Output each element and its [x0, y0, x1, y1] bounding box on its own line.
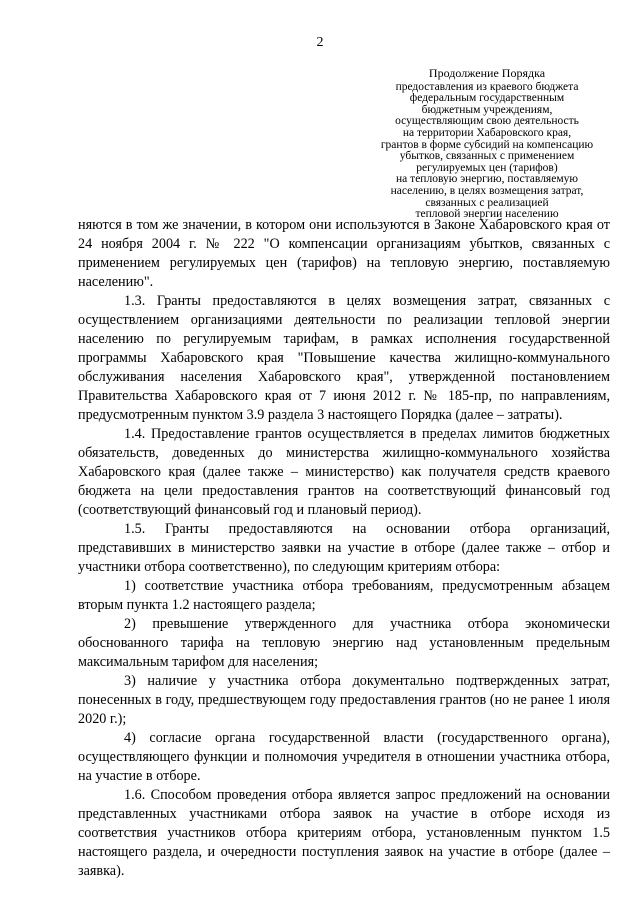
document-body: [78, 216, 610, 881]
paragraph-continuation: няются в том же значении, в котором они используются в Законе Хабаровского края от 24 ноября 2004 г. № 222 "О компенсации организациям убытков, связанных с применением регулируемых цен (тарифов) на тепловую энергию, поставляемую населению".: [78, 217, 610, 290]
header-line: грантов в форме субсидий на компенсацию: [380, 138, 594, 151]
header-line: федеральным государственным: [409, 92, 565, 105]
header-line: тепловой энергии населению: [415, 208, 559, 221]
header-line: на территории Хабаровского края,: [402, 126, 572, 139]
header-line: бюджетным учреждениям,: [421, 103, 553, 116]
header-line: предоставления из краевого бюджета: [395, 80, 579, 93]
criterion-1: 1) соответствие участника отбора требованиям, предусмотренным абзацем вторым пункта 1.2 настоящего раздела;: [78, 578, 610, 613]
header-line: осуществляющим свою деятельность: [395, 115, 579, 128]
criterion-2: 2) превышение утвержденного для участника отбора экономически обоснованного тарифа на тепловую энергию над установленным предельным максимальным тарифом для населения;: [78, 616, 610, 670]
criterion-3: 3) наличие у участника отбора документально подтвержденных затрат, понесенных в году, предшествующем году предоставления грантов (но не ранее 1 июля 2020 г.);: [78, 673, 610, 727]
page-number: 2: [316, 35, 324, 50]
document-header: [364, 68, 610, 221]
header-line: населению, в целях возмещения затрат,: [390, 184, 584, 197]
header-line: Продолжение Порядка: [428, 66, 546, 80]
paragraph-1-5: 1.5. Гранты предоставляются на основании отбора организаций, представивших в министерство заявки на участие в отборе (далее также – отбор и участники отбора соответственно), по следующим критериям отбора:: [78, 521, 610, 575]
criterion-4: 4) согласие органа государственной власти (государственного органа), осуществляющего функции и полномочия учредителя в отношении участника отбора, на участие в отборе.: [78, 730, 610, 784]
paragraph-1-4: 1.4. Предоставление грантов осуществляется в пределах лимитов бюджетных обязательств, доведенных до министерства жилищно-коммунального хозяйства Хабаровского края (далее также – министерство) как получателя средств краевого бюджета на цели предоставления грантов на соответствующий финансовый год (соответствующий финансовый год и плановый период).: [78, 426, 610, 518]
header-line: убытков, связанных с применением: [399, 150, 575, 163]
header-line: на тепловую энергию, поставляемую: [396, 173, 578, 186]
header-line: связанных с реализацией: [425, 196, 549, 209]
paragraph-1-6: 1.6. Способом проведения отбора является запрос предложений на основании представленных участниками отбора заявок на участие в отборе исходя из соответствия участников отбора критериям отбора, установленным пунктом 1.5 настоящего раздела, и очередности поступления заявок на участие в отборе (далее – заявка).: [78, 787, 610, 879]
header-line: регулируемых цен (тарифов): [416, 161, 558, 174]
paragraph-1-3: 1.3. Гранты предоставляются в целях возмещения затрат, связанных с осуществлением организациями деятельности по реализации тепловой энергии населению по регулируемым тарифам, в рамках исполнения государственной программы Хабаровского края "Повышение качества жилищно-коммунального обслуживания населения Хабаровского края", утвержденной постановлением Правительства Хабаровского края от 7 июня 2012 г. № 185-пр, по направлениям, предусмотренным пунктом 3.9 раздела 3 настоящего Порядка (далее – затраты).: [78, 293, 610, 423]
